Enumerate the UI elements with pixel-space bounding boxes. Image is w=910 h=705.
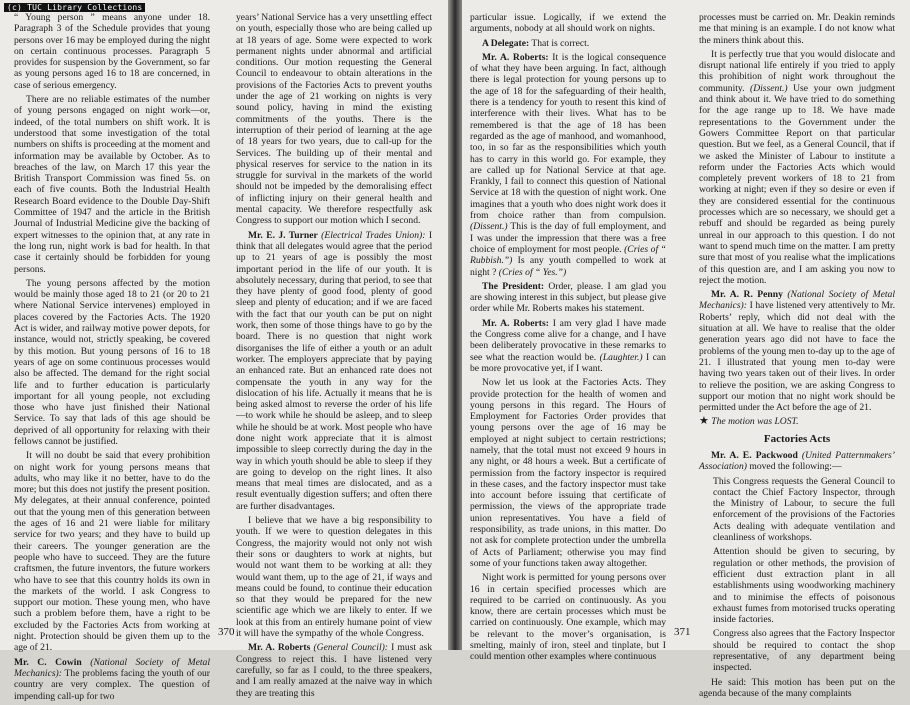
left-column-2: [236, 12, 432, 702]
speaker-name: Mr. A. Roberts: [248, 642, 311, 654]
speech-text: It is the logical consequence of what they have been arguing. In fact, although there is legal protection for young persons up to the age of 18 for the safeguarding of their health, there is a tendency for youth to resent this kind of interference with their lives. What has to be remembered is that the age of 18 has been regarded as the age of manhood, and womanhood, too, in so far as the responsibilities which youth has to carry in this world go. For example, they are called up for National Service at that age. Frankly, I fail to connect this question of National Service at 18 with the question of night work. One imagines that a youth who does night work does it from choice rather than from compulsion.: [470, 51, 666, 222]
paragraph: Night work is permitted for young persons over 16 in certain specified processes which are required to be carried on continuously. As you know, there are certain processes which must be carried on continuously. One example, which may be relevant to the mover’s organisation, is smelting, mainly of iron, steel and tinplate, but I could mention other examples where continuous: [470, 572, 666, 663]
book-gutter: [448, 0, 462, 650]
speech-text: I think that all delegates would agree that the period up to 21 years of age is possibly the most important period in the life of our youth. It is absolutely necessary, during that period, to see that they have plenty of good food, plenty of good sleep and plenty of education; and if we are faced with the fact that our youth can be put on night work, then some of those things have to go by the board. There is no question that night work disorganises the life of either a youth or an adult worker. The employers appreciate that by paying an enhanced rate. But an enhanced rate does not compensate the youth in any way for the dislocation of his life. Actually it means that he is being asked almost to reverse the order of his life—to work while he should be asleep, and to sleep while he should be at work. Most people who have done night work appreciate that it is almost impossible to sleep correctly during the day in the way in which youth should be able to sleep if they are going to develop on the right lines. It also means that meal times are dislocated, and as a result eventually digestion suffers; and often there are further disadvantages.: [236, 229, 433, 512]
speaker-name: Mr. E. J. Turner: [248, 229, 318, 241]
speech-text: This is the day of full employment, and I was under the impression that there was a free choice of employment for most people.: [470, 221, 667, 255]
speaker-org: (National Society of Metal Mechanics):: [699, 289, 895, 312]
interjection: (Laughter.): [599, 351, 643, 363]
speaker-name: Mr. C. Cowin: [14, 656, 82, 668]
speaker-name: A Delegate:: [482, 37, 530, 49]
speech-text: I am very glad I have made the Congress come alive for a change, and I have been deliberately provocative in these remarks to see what the reaction would be.: [470, 317, 666, 363]
right-page: [462, 0, 910, 699]
paragraph: It will no doubt be said that every prohibition on night work for young persons means that adults, who may like it no better, have to do the more; but this does not justify the present position. My delegates, at their annual conference, pointed out that the young men of this generation between the ages of 16 and 21 were liable for military service for two years; and they have to build up their careers. The younger generation are the people who have to succeed. They are the future craftsmen, the future inventors, the future workers who have to see that this country holds its own in the markets of the world. I ask Congress to support our motion. These young men, who have such a problem before them, have a right to be excluded by the Factories Acts from working at night. Protection should be given them up to the age of 21.: [14, 450, 210, 654]
speech-turner: [236, 230, 432, 512]
speech-text: I have listened very attentively to Mr. Roberts’ reply, which did not deal with the situation at all. We have to realise that the older generation years ago did not have to face the problems of the young men to-day up to the age of 21. I illustrated that young men to-day were having two years taken out of their lives. In order to relieve the position, we are asking Congress to support our motion that no night work should be permitted under the Act before the age of 21.: [699, 300, 895, 414]
speech-text: That is correct.: [531, 37, 590, 49]
paragraph: There are no reliable estimates of the number of young persons engaged on night work—or, indeed, of the total numbers on shift work. It is understood that some investigation of the total numbers on shifts is proceeding at the moment and information may be available by October. As to breaches of the law, on March 17 this year the British Transport Commission was fined 5s. on each of five counts. Both the Industrial Health Research Board evidence to the Double Day-Shift Committee of 1947 and the article in the British Journal of Industrial Medicine give the backing of expert witnesses to the opinion that, at any rate in the long run, night work is bad for health. In that case it certainly should be forbidden for young persons.: [14, 94, 210, 275]
result-text: The motion was LOST.: [711, 416, 799, 428]
paragraph: The young persons affected by the motion would be mainly those aged 18 to 21 (or 20 to 21 where National Service intervenes) employed in places covered by the Factories Acts. The 1920 Act is wider, and railway motive power depots, for instance, would not, strictly speaking, be covered by this motion. But young persons of 16 to 18 years of age on some continuous processes would also be affected. The demand for the right social life and to further education is particularly important for all young people, not excluding those who have just finished their National Service. To say that lads of this age should be deprived of all opportunity for relaxing with their fellows cannot be justified.: [14, 277, 210, 447]
speech-text: Is any youth compelled to work at night ?: [470, 255, 666, 278]
speech-penny: [699, 289, 895, 413]
speech-text: moved the following:—: [749, 461, 842, 473]
motion-text: Congress also agrees that the Factory Inspector should be required to contact the shop representative, of any department being inspected.: [713, 628, 895, 674]
page-number-right: 371: [674, 626, 691, 638]
speech-roberts: [236, 642, 432, 698]
interjection: (Cries of “ Yes.”): [498, 266, 567, 278]
speech-roberts-2: [470, 318, 666, 374]
speech-cowin: [14, 657, 210, 702]
speech-text: Use your own judgment and think about it. We have tried to do something for the age range up to 18. We have made representations to the Government under the Gowers Committee Report on that particular question. But we feel, as a General Council, that if we asked the Minister of Labour to institute a reform under the Factories Acts which would completely prevent workers of 18 to 21 from working at night; even if they so desire or even if they are considered essential for the continuous processes which are so necessary, we should get a rebuff and should be regarded as being purely unreal in our approach to this question. I do not want to spend much time on the matter. I am pretty sure that most of you realise what the implications of this question are, and I am asking you now to reject the motion.: [699, 82, 895, 286]
paragraph: He said: This motion has been put on the agenda because of the many complaints: [699, 676, 895, 699]
paragraph: I believe that we have a big responsibility to youth. If we were to question delegates in this Congress, the majority would not only not wish their sons or daughters to work at nights, but would not want them to be working at all: they would want them, up to the age of 21, if ways and means could be found, to continue their education so that they would be prepared for the new scientific age which we are likely to enter. If we look at this from an entirely humane point of view it will have the sympathy of the whole Congress.: [236, 515, 432, 640]
speech-text: I can be more provocative yet, if I want.: [470, 351, 666, 374]
speaker-org: (Electrical Trades Union):: [321, 229, 426, 241]
interjection: (Dissent.): [750, 82, 788, 94]
paragraph: years’ National Service has a very unsettling effect on youth, especially those who are being called up at 18 years of age. Some were expected to work permanent nights under abnormal and artificial conditions. Our motion requesting the General Council to endeavour to obtain alterations in the provisions of the Factories Acts to prevent youths under the age of 21 working on nights is very sound policy, having in mind the existing commitments of the youths. There is the interruption of their period of learning at the age of 18 years for two years, due to call-up for the Services. The building up of their mental and physical reserves for service to the nation in its struggle for survival in the markets of the world should not be impeded by the demoralising effect of inflicting injury on their general health and mental capacity. We therefore respectfully ask Congress to support our motion which I second.: [236, 12, 432, 227]
speaker-name: Mr. A. Roberts:: [482, 317, 549, 329]
interjection: (Dissent.): [470, 221, 508, 233]
paragraph: Now let us look at the Factories Acts. They provide protection for the health of women and young persons in this regard. The Hours of Employment for Factories Order provides that young persons over the age of 16 may be employed at night subject to certain restrictions; namely, that the total must not exceed 9 hours in any night, or 48 hours a week. But a certificate of permission from the factory inspector is required in these cases, and the factory inspector must take into account before issuing that certificate of permission, the views of the appropriate trade union representatives. You have a field of responsibility, as trade unions, in this matter. Do not ask for complete protection under the umbrella of Acts of Parliament; otherwise you may find some of your functions taken away altogether.: [470, 377, 666, 569]
page-number-left: 370: [218, 626, 235, 638]
motion-result: [699, 416, 895, 427]
paragraph: “ Young person ” means anyone under 18. Paragraph 3 of the Schedule provides that young persons over 16 may be employed during the night on certain continuous processes. Paragraph 5 provides for suspension by the Government, so far as young persons aged 16 to 18 are concerned, in case of serious emergency.: [14, 12, 210, 91]
left-page: [0, 0, 448, 702]
copyright-watermark: (c) TUC Library Collections: [4, 3, 145, 12]
motion-text: Attention should be given to securing, by regulation or other methods, the provision of efficient dust extraction plant in all establishments using woodworking machinery and to minimise the effects of poisonous exhaust fumes from motorised trucks operating inside factories.: [713, 546, 895, 626]
speech-delegate: [470, 38, 666, 49]
speech-text: It is perfectly true that you would dislocate and disrupt national life entirely if you tried to apply this prohibition of night work throughout the community.: [699, 48, 895, 94]
speaker-name: Mr. A. Roberts:: [482, 51, 549, 63]
paragraph: [699, 49, 895, 286]
speech-packwood: [699, 450, 895, 473]
speech-text: I must ask Congress to reject this. I have listened very carefully, so far as I could, to the three speakers, and I am really amazed at the naive way in which they are treating this: [236, 642, 432, 699]
speaker-org: (National Society of Metal Mechanics):: [14, 656, 210, 679]
speaker-name: Mr. A. E. Packwood: [711, 449, 798, 461]
speaker-org: (United Patternmakers’ Association): [699, 449, 895, 473]
speaker-name: The President:: [482, 280, 545, 292]
speech-president: [470, 281, 666, 315]
speech-text: Order, please. I am glad you are showing interest in this subject, but please give order while Mr. Roberts makes his statement.: [470, 280, 667, 315]
interjection: (Cries of “ Rubbish.”): [470, 243, 666, 267]
speech-text: The problems facing the youth of our country are very complex. The question of impending call-up for two: [14, 667, 210, 702]
right-column-1: [470, 12, 666, 666]
speaker-name: Mr. A. R. Penny: [711, 289, 783, 301]
section-heading: Factories Acts: [763, 432, 831, 445]
speech-roberts: [470, 52, 666, 278]
paragraph: particular issue. Logically, if we extend the arguments, nobody at all should work on nights.: [470, 12, 666, 35]
motion-text: This Congress requests the General Council to contact the Chief Factory Inspector, through the Ministry of Labour, to secure the full enforcement of the provisions of the Factories Acts dealing with adequate ventilation and cleanliness of workshops.: [713, 475, 895, 544]
left-column-1: [14, 12, 210, 705]
right-column-2: [699, 12, 895, 702]
speaker-org: (General Council):: [313, 642, 388, 654]
paragraph: processes must be carried on. Mr. Deakin reminds me that mining is an example. I do not know what the miners think about this.: [699, 12, 895, 46]
star-icon: ★: [699, 415, 709, 428]
